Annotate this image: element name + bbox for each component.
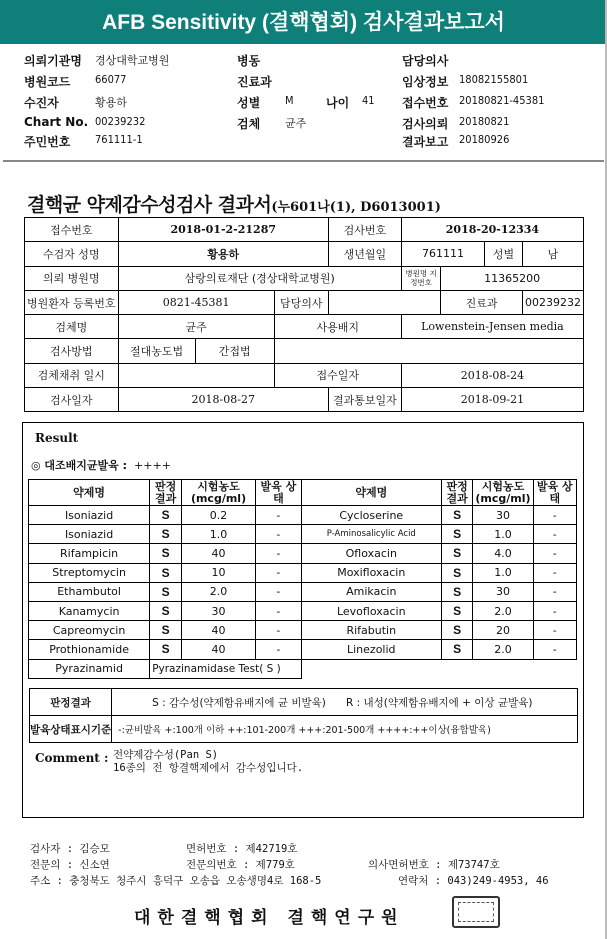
header-label: 나이 — [326, 96, 350, 110]
drug-result: S — [441, 563, 473, 582]
phone: 연락처 : 043)249-4953, 46 — [398, 875, 549, 887]
header-drug: 약제명 — [29, 480, 150, 506]
info-label: 사용배지 — [274, 315, 401, 339]
drug-name: Amikacin — [301, 582, 441, 601]
drug-growth: - — [533, 582, 576, 601]
drug-result: S — [150, 563, 182, 582]
drug-name: Streptomycin — [29, 563, 150, 582]
header-value: 18082155801 — [459, 73, 529, 86]
drug-concentration: 0.2 — [182, 506, 256, 525]
drug-concentration: 20 — [473, 621, 533, 640]
drug-growth: - — [255, 525, 301, 544]
info-label: 의뢰 병원명 — [25, 266, 119, 290]
judge-r: R : 내성(약제함유배지에 + 이상 균발육) — [345, 696, 533, 709]
hospital-code: 11365200 — [441, 266, 584, 290]
drug-growth: - — [533, 544, 576, 563]
report-title — [27, 190, 441, 217]
drug-result: S — [150, 525, 182, 544]
info-label: 검체명 — [25, 315, 119, 339]
header-label: 진료과 — [237, 75, 272, 89]
drug-result: S — [150, 621, 182, 640]
comment-line: 전약제감수성(Pan S) — [113, 749, 219, 761]
drug-name: Ethambutol — [29, 582, 150, 601]
header-value: 20180821-45381 — [459, 94, 545, 107]
judge-legend — [112, 689, 578, 716]
result-section — [22, 422, 584, 818]
drug-growth: - — [533, 506, 576, 525]
pza-drug: Pyrazinamid — [29, 659, 150, 678]
drug-result: S — [441, 640, 473, 659]
info-label: 생년월일 — [328, 242, 401, 266]
hospital-name: 삼랑의료재단 (경상대학교병원) — [118, 266, 401, 290]
info-label: 수검자 성명 — [25, 242, 119, 266]
drug-name: Linezolid — [301, 640, 441, 659]
test-date: 2018-08-27 — [118, 388, 328, 412]
blank-cell — [301, 659, 576, 678]
drug-concentration: 10 — [182, 563, 256, 582]
info-label: 검체채취 일시 — [25, 363, 119, 387]
header-value: 황용하 — [95, 96, 127, 109]
drug-concentration: 40 — [182, 640, 256, 659]
drug-growth: - — [255, 582, 301, 601]
pza-result: Pyrazinamidase Test( S ) — [150, 659, 302, 678]
drug-name: Rifampicin — [29, 544, 150, 563]
medium-value: Lowenstein-Jensen media — [401, 315, 583, 339]
doctor-value — [328, 290, 440, 314]
drug-name: P-Aminosalicylic Acid — [301, 525, 441, 544]
department-value: 00239232 — [522, 290, 583, 314]
info-label: 검사방법 — [25, 339, 119, 363]
drug-result: S — [441, 582, 473, 601]
receipt-number: 2018-01-2-21287 — [118, 218, 328, 242]
divider — [3, 160, 604, 162]
receipt-date: 2018-08-24 — [401, 363, 583, 387]
drug-result: S — [150, 640, 182, 659]
drug-name: Isoniazid — [29, 506, 150, 525]
control-growth — [31, 457, 171, 473]
header-label: 병동 — [237, 54, 261, 68]
header-value: 경상대학교병원 — [95, 54, 170, 67]
report-code: (누601나(1), D6013001) — [271, 200, 441, 215]
drug-name: Kanamycin — [29, 601, 150, 620]
drug-result: S — [150, 582, 182, 601]
header-value: 00239232 — [95, 115, 146, 128]
table-row — [29, 506, 577, 525]
growth-legend: -:균비발육 +:100개 이하 ++:101-200개 +++:201-500개 ++++:++이상(융합발육) — [112, 716, 578, 743]
drug-growth: - — [255, 506, 301, 525]
drug-result: S — [150, 544, 182, 563]
info-label: 결과통보일자 — [328, 388, 401, 412]
drug-growth: - — [533, 621, 576, 640]
header-value: 41 — [362, 94, 375, 107]
header-label: 성별 — [237, 96, 261, 110]
table-row — [29, 544, 577, 563]
exam-number: 2018-20-12334 — [401, 218, 583, 242]
drug-growth: - — [255, 601, 301, 620]
header-label: 주민번호 — [24, 135, 71, 149]
header-label: 의뢰기관명 — [24, 54, 82, 68]
table-row — [29, 640, 577, 659]
drug-growth: - — [255, 640, 301, 659]
info-label: 검사일자 — [25, 388, 119, 412]
drug-result: S — [441, 525, 473, 544]
drug-result: S — [150, 601, 182, 620]
birth-date: 761111 — [401, 242, 484, 266]
drug-result: S — [441, 506, 473, 525]
header-value: 761111-1 — [95, 133, 143, 146]
collection-date — [118, 363, 274, 387]
drug-concentration: 1.0 — [473, 525, 533, 544]
header-drug: 약제명 — [301, 480, 441, 506]
drug-name: Cycloserine — [301, 506, 441, 525]
drug-result: S — [441, 544, 473, 563]
tester: 검사자 : 김승모 — [30, 843, 110, 855]
info-label: 접수일자 — [274, 363, 401, 387]
header-value: 66077 — [95, 73, 127, 86]
report-banner: AFB Sensitivity (결핵협회) 검사결과보고서 — [0, 0, 607, 44]
drug-growth: - — [533, 525, 576, 544]
header-result: 판정 결과 — [150, 480, 182, 506]
drug-concentration: 30 — [182, 601, 256, 620]
judge-s: S : 감수성(약제함유배지에 균 비발육) — [152, 696, 326, 709]
drug-growth: - — [533, 640, 576, 659]
drug-growth: - — [255, 563, 301, 582]
comment-text — [113, 749, 303, 775]
header-value: M — [285, 94, 294, 107]
legend-table — [29, 688, 578, 743]
report-title-text: 결핵균 약제감수성검사 결과서 — [27, 194, 272, 216]
table-row — [29, 525, 577, 544]
table-row — [29, 563, 577, 582]
method-value: 절대농도법 — [118, 339, 195, 363]
drug-concentration: 2.0 — [473, 640, 533, 659]
license-number: 면허번호 : 제42719호 — [186, 843, 298, 855]
header-value: 균주 — [285, 117, 307, 130]
drug-concentration: 2.0 — [182, 582, 256, 601]
report-header — [0, 52, 607, 152]
address: 주소 : 충청북도 청주시 흥덕구 오송읍 오송생명4로 168-5 — [30, 875, 322, 887]
result-title: Result — [35, 431, 79, 445]
blank-cell — [274, 339, 583, 363]
header-label: 검체 — [237, 117, 261, 131]
info-label: 접수번호 — [25, 218, 119, 242]
drug-growth: - — [533, 563, 576, 582]
judge-label: 판정결과 — [30, 689, 112, 716]
header-label: 병원코드 — [24, 75, 71, 89]
header-label: Chart No. — [24, 115, 89, 129]
header-value: 20180821 — [459, 115, 510, 128]
drug-name: Levofloxacin — [301, 601, 441, 620]
table-row — [29, 582, 577, 601]
method-value: 간접법 — [195, 339, 274, 363]
drug-concentration: 4.0 — [473, 544, 533, 563]
header-label: 담당의사 — [402, 54, 449, 68]
drug-name: Prothionamide — [29, 640, 150, 659]
drug-concentration: 2.0 — [473, 601, 533, 620]
drug-name: Moxifloxacin — [301, 563, 441, 582]
drug-growth: - — [255, 544, 301, 563]
drug-result: S — [150, 506, 182, 525]
drug-result: S — [441, 621, 473, 640]
table-row — [29, 621, 577, 640]
control-label: ◎ 대조배지균발육 : — [31, 459, 128, 472]
drug-results-table — [28, 479, 577, 679]
drug-concentration: 30 — [473, 582, 533, 601]
drug-name: Rifabutin — [301, 621, 441, 640]
drug-growth: - — [533, 601, 576, 620]
drug-concentration: 40 — [182, 621, 256, 640]
header-growth: 발육 상태 — [533, 480, 576, 506]
info-label: 담당의사 — [274, 290, 328, 314]
comment-line: 16종의 전 항결핵제에서 감수성입니다. — [113, 762, 304, 774]
drug-concentration: 1.0 — [182, 525, 256, 544]
comment-label: Comment : — [35, 751, 109, 765]
drug-result: S — [441, 601, 473, 620]
sex-value: 남 — [522, 242, 583, 266]
header-result: 판정 결과 — [441, 480, 473, 506]
info-label: 병원명 지정번호 — [401, 266, 440, 290]
header-conc: 시험농도 (mcg/ml) — [473, 480, 533, 506]
info-label: 병원환자 등록번호 — [25, 290, 119, 314]
growth-label: 발육상태표시기준 — [30, 716, 112, 743]
info-label: 성별 — [485, 242, 523, 266]
drug-name: Isoniazid — [29, 525, 150, 544]
header-label: 접수번호 — [402, 96, 449, 110]
doctor-license: 의사면허번호 : 제73747호 — [368, 859, 500, 871]
notify-date: 2018-09-21 — [401, 388, 583, 412]
drug-concentration: 1.0 — [473, 563, 533, 582]
patient-info-table — [24, 217, 584, 412]
drug-name: Capreomycin — [29, 621, 150, 640]
header-label: 수진자 — [24, 96, 59, 110]
official-seal — [452, 896, 500, 928]
drug-concentration: 30 — [473, 506, 533, 525]
info-label: 검사번호 — [328, 218, 401, 242]
specialist: 전문의 : 신소연 — [30, 859, 110, 871]
header-label: 결과보고 — [402, 135, 449, 149]
specimen-value: 균주 — [118, 315, 274, 339]
header-growth: 발육 상태 — [255, 480, 301, 506]
institute-name: 대한결핵협회 결핵연구원 — [134, 908, 405, 928]
drug-name: Ofloxacin — [301, 544, 441, 563]
header-label: 임상정보 — [402, 75, 449, 89]
patient-name: 황용하 — [118, 242, 328, 266]
info-label: 진료과 — [441, 290, 523, 314]
drug-concentration: 40 — [182, 544, 256, 563]
drug-growth: - — [255, 621, 301, 640]
table-row — [29, 601, 577, 620]
control-value: ++++ — [134, 459, 171, 472]
header-value: 20180926 — [459, 133, 510, 146]
registration-number: 0821-45381 — [118, 290, 274, 314]
specialist-number: 전문의번호 : 제779호 — [186, 859, 295, 871]
header-label: 검사의뢰 — [402, 117, 449, 131]
header-conc: 시험농도 (mcg/ml) — [182, 480, 256, 506]
